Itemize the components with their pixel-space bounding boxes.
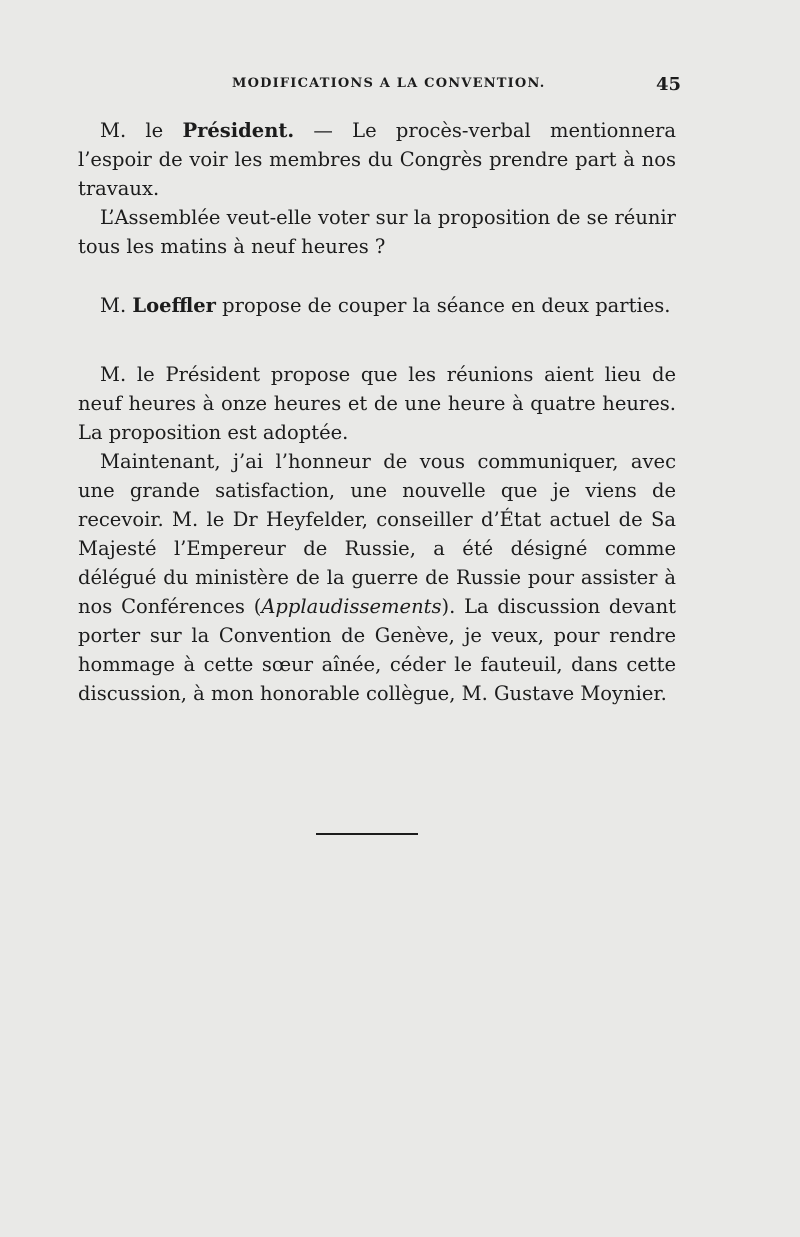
applause-note: Applaudissements [261,595,442,618]
page-number: 45 [656,74,682,95]
paragraph-loeffler-proposal [78,291,676,320]
section-divider-rule [316,833,418,835]
paragraph-announcement [78,447,676,708]
speaker-name: Loeffler [132,294,216,317]
speaker-prefix: M. [100,294,133,317]
paragraph-text: propose de couper la séance en deux parties. [215,294,671,317]
speaker-name: Président. [182,119,295,142]
paragraph-text: — Le procès-verbal mentionnera l’espoir de voir les membres du Congrès prendre part à nos travaux. [78,119,676,200]
paragraph-text: Maintenant, j’ai l’honneur de vous communiquer, avec une grande satisfaction, une nouvelle que je viens de recevoir. M. le Dr Heyfelder, conseiller d’État actuel de Sa Majesté l’Empereur de Russie, a été désigné comme délégué du ministère de la guerre de Russie pour assister à nos Conférences ( [78,450,676,618]
paragraph-vote-question: L’Assemblée veut-elle voter sur la proposition de se réunir tous les matins à neuf heures ? [78,206,676,258]
running-title: MODIFICATIONS A LA CONVENTION. [232,76,546,91]
paragraph-schedule-adopted: M. le Président propose que les réunions aient lieu de neuf heures à onze heures et de une heure à quatre heures. La proposition est adoptée. [78,363,676,444]
body-text [78,116,676,708]
speaker-prefix: M. le [100,119,183,142]
paragraph-text: ). La discussion devant porter sur la Convention de Genève, je veux, pour rendre hommage à cette sœur aînée, céder le fauteuil, dans cette discussion, à mon honorable collègue, M. Gustave Moynier. [78,595,676,705]
paragraph-president-statement [78,116,676,203]
